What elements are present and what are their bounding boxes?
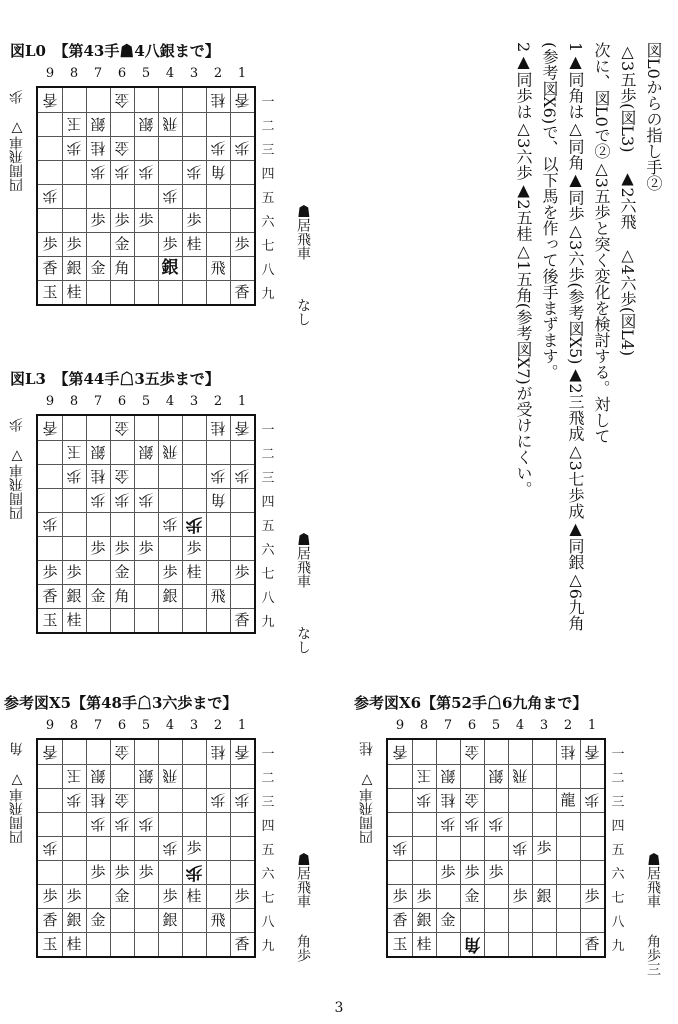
column-label: 5 <box>141 394 151 409</box>
gote-piece: 金 <box>114 91 130 110</box>
row-label: 九 <box>261 938 275 954</box>
sente-piece: 香 <box>234 282 250 301</box>
gote-piece: 歩 <box>138 163 154 182</box>
sente-piece: 銀 <box>66 910 82 929</box>
gote-piece: 金 <box>114 139 130 158</box>
column-label: 6 <box>117 718 127 733</box>
gote-piece: 歩 <box>66 791 82 810</box>
gote-piece: 香 <box>234 91 250 110</box>
shogi-board <box>36 86 256 306</box>
grid-line <box>38 184 254 185</box>
gote-piece: 銀 <box>138 443 154 462</box>
sente-piece: 歩 <box>186 838 202 857</box>
sente-piece: 銀 <box>536 886 552 905</box>
gote-piece: 飛 <box>162 115 178 134</box>
sente-piece: 桂 <box>186 562 202 581</box>
column-label: 6 <box>117 66 127 81</box>
grid-line <box>38 836 254 837</box>
gote-piece: 香 <box>584 743 600 762</box>
sente-piece: 飛 <box>210 586 226 605</box>
gote-player-label: 四間飛車▽ <box>359 772 375 844</box>
row-label: 六 <box>611 866 625 882</box>
row-label: 三 <box>261 142 275 158</box>
row-labels <box>610 740 626 956</box>
sente-piece: 歩 <box>66 562 82 581</box>
column-label: 7 <box>93 66 103 81</box>
sente-piece: 金 <box>440 910 456 929</box>
gote-piece: 銀 <box>90 443 106 462</box>
column-label: 1 <box>237 718 247 733</box>
sente-piece: 歩 <box>42 234 58 253</box>
row-label: 七 <box>261 890 275 906</box>
column-label: 4 <box>515 718 525 733</box>
gote-piece: 銀 <box>90 767 106 786</box>
gote-piece: 歩 <box>162 187 178 206</box>
gote-piece: 桂 <box>210 419 226 438</box>
gote-piece: 歩 <box>234 139 250 158</box>
gote-piece: 歩 <box>42 515 58 534</box>
gote-piece: 歩 <box>210 791 226 810</box>
row-label: 二 <box>611 770 625 786</box>
sente-piece: 歩 <box>90 862 106 881</box>
gote-piece: 歩 <box>440 815 456 834</box>
row-label: 九 <box>261 614 275 630</box>
sente-piece: 銀 <box>66 586 82 605</box>
row-label: 七 <box>261 238 275 254</box>
column-label: 1 <box>237 394 247 409</box>
sente-piece: 香 <box>584 934 600 953</box>
sente-piece: 銀 <box>66 258 82 277</box>
gote-piece: 歩 <box>90 491 106 510</box>
gote-piece: 歩 <box>234 791 250 810</box>
page-number: 3 <box>334 1000 344 1016</box>
sente-piece: 玉 <box>42 282 58 301</box>
column-label: 5 <box>141 66 151 81</box>
sente-piece: 歩 <box>234 234 250 253</box>
row-label: 一 <box>261 746 275 762</box>
sente-piece: 歩 <box>114 210 130 229</box>
gote-piece: 桂 <box>210 91 226 110</box>
gote-piece: 歩 <box>90 815 106 834</box>
gote-piece: 角 <box>463 934 481 955</box>
row-label: 七 <box>261 566 275 582</box>
gote-piece: 歩 <box>464 815 480 834</box>
row-label: 一 <box>611 746 625 762</box>
column-label: 7 <box>93 718 103 733</box>
column-label: 2 <box>563 718 573 733</box>
sente-piece: 香 <box>234 610 250 629</box>
commentary-heading: 図L0からの指し手② <box>644 42 663 191</box>
gote-piece: 歩 <box>66 139 82 158</box>
sente-piece: 金 <box>114 562 130 581</box>
sente-piece: 香 <box>234 934 250 953</box>
row-label: 七 <box>611 890 625 906</box>
sente-piece: 歩 <box>186 210 202 229</box>
grid-line <box>38 512 254 513</box>
sente-piece: 歩 <box>138 210 154 229</box>
row-label: 四 <box>261 494 275 510</box>
sente-piece: 金 <box>114 886 130 905</box>
row-label: 九 <box>611 938 625 954</box>
gote-piece: 歩 <box>210 467 226 486</box>
sente-player-label: ☗居飛車 <box>295 532 311 588</box>
sente-piece: 金 <box>464 886 480 905</box>
sente-piece: 桂 <box>186 886 202 905</box>
gote-hand-pieces: 角 <box>9 742 25 756</box>
gote-piece: 金 <box>114 419 130 438</box>
diagram-title: 図L3 【第44手☖3五歩まで】 <box>10 370 220 388</box>
row-label: 三 <box>611 794 625 810</box>
gote-piece: 歩 <box>90 163 106 182</box>
gote-piece: 歩 <box>162 839 178 858</box>
gote-piece: 桂 <box>560 743 576 762</box>
gote-piece: 金 <box>464 791 480 810</box>
sente-piece: 桂 <box>186 234 202 253</box>
gote-piece: 香 <box>42 91 58 110</box>
gote-piece: 金 <box>464 743 480 762</box>
gote-piece: 桂 <box>90 791 106 810</box>
gote-piece: 飛 <box>512 767 528 786</box>
diagram-title: 参考図X6【第52手☖6九角まで】 <box>354 694 588 712</box>
gote-piece: 歩 <box>584 791 600 810</box>
sente-piece: 歩 <box>234 886 250 905</box>
row-label: 三 <box>261 470 275 486</box>
gote-piece: 香 <box>42 743 58 762</box>
shogi-board <box>36 414 256 634</box>
sente-player-label: ☗居飛車 <box>295 204 311 260</box>
column-label: 8 <box>69 66 79 81</box>
commentary-para-3: (参考図X6)で、以下馬を作って後手まずます。 <box>540 42 559 381</box>
gote-piece: 桂 <box>90 467 106 486</box>
gote-hand-pieces: 桂 <box>359 742 375 756</box>
row-label: 四 <box>261 818 275 834</box>
row-label: 八 <box>261 262 275 278</box>
row-label: 二 <box>261 118 275 134</box>
column-label: 9 <box>45 394 55 409</box>
column-labels <box>38 718 254 734</box>
column-label: 2 <box>213 718 223 733</box>
gote-piece: 銀 <box>90 115 106 134</box>
commentary <box>510 42 666 631</box>
grid-line <box>388 836 604 837</box>
sente-piece: 歩 <box>162 562 178 581</box>
gote-piece: 香 <box>234 419 250 438</box>
column-label: 7 <box>443 718 453 733</box>
grid-line <box>460 740 461 956</box>
sente-piece: 歩 <box>186 538 202 557</box>
sente-piece: 歩 <box>464 862 480 881</box>
row-label: 三 <box>261 794 275 810</box>
sente-piece: 歩 <box>66 886 82 905</box>
diagram-title: 参考図X5【第48手☖3六歩まで】 <box>4 694 238 712</box>
gote-piece: 銀 <box>488 767 504 786</box>
sente-piece: 歩 <box>42 562 58 581</box>
gote-hand-pieces: 歩 <box>9 90 25 104</box>
gote-piece: 金 <box>114 467 130 486</box>
column-label: 3 <box>189 66 199 81</box>
gote-player-label: 四間飛車▽ <box>9 120 25 192</box>
row-label: 二 <box>261 770 275 786</box>
row-label: 六 <box>261 214 275 230</box>
sente-hand-pieces: 角歩 <box>295 934 311 962</box>
sente-piece: 銀 <box>162 910 178 929</box>
row-label: 八 <box>261 914 275 930</box>
grid-line <box>556 740 557 956</box>
gote-piece: 歩 <box>234 467 250 486</box>
sente-piece: 歩 <box>114 862 130 881</box>
sente-piece: 歩 <box>392 886 408 905</box>
row-label: 一 <box>261 422 275 438</box>
grid-line <box>182 88 183 304</box>
shogi-board <box>36 738 256 958</box>
gote-piece: 歩 <box>114 815 130 834</box>
sente-piece: 玉 <box>42 934 58 953</box>
row-label: 九 <box>261 286 275 302</box>
gote-piece: 銀 <box>440 767 456 786</box>
gote-piece: 歩 <box>186 163 202 182</box>
gote-piece: 歩 <box>392 839 408 858</box>
shogi-board <box>386 738 606 958</box>
sente-hand-pieces: なし <box>295 298 311 326</box>
gote-player-label: 四間飛車▽ <box>9 772 25 844</box>
sente-piece: 金 <box>90 586 106 605</box>
sente-piece: 銀 <box>416 910 432 929</box>
sente-piece: 角 <box>114 258 130 277</box>
column-label: 8 <box>419 718 429 733</box>
grid-line <box>230 88 231 304</box>
gote-piece: 歩 <box>162 515 178 534</box>
grid-line <box>580 740 581 956</box>
gote-piece: 金 <box>114 791 130 810</box>
sente-piece: 歩 <box>138 862 154 881</box>
gote-piece: 玉 <box>66 767 82 786</box>
gote-piece: 歩 <box>210 139 226 158</box>
commentary-para-2: 1▲同角は△同角▲同歩△3六歩(参考図X5)▲2三飛成△3七歩成▲同銀△6九角 <box>566 42 585 631</box>
sente-piece: 歩 <box>416 886 432 905</box>
sente-piece: 玉 <box>392 934 408 953</box>
column-labels <box>38 394 254 410</box>
gote-piece: 歩 <box>42 187 58 206</box>
sente-piece: 歩 <box>488 862 504 881</box>
sente-piece: 歩 <box>162 234 178 253</box>
sente-piece: 金 <box>90 258 106 277</box>
row-labels <box>260 416 276 632</box>
gote-piece: 飛 <box>162 443 178 462</box>
row-label: 五 <box>261 518 275 534</box>
gote-piece: 玉 <box>66 115 82 134</box>
row-label: 八 <box>261 590 275 606</box>
column-labels <box>38 66 254 82</box>
gote-piece: 香 <box>234 743 250 762</box>
diagram-X6 <box>350 688 670 988</box>
gote-piece: 歩 <box>488 815 504 834</box>
sente-piece: 歩 <box>440 862 456 881</box>
gote-piece: 玉 <box>66 443 82 462</box>
sente-piece: 銀 <box>162 586 178 605</box>
diagram-X5 <box>0 688 320 988</box>
row-label: 六 <box>261 542 275 558</box>
diagram-L3 <box>0 364 320 674</box>
column-label: 5 <box>141 718 151 733</box>
sente-piece: 歩 <box>512 886 528 905</box>
row-label: 四 <box>261 166 275 182</box>
column-label: 9 <box>395 718 405 733</box>
row-label: 八 <box>611 914 625 930</box>
column-label: 5 <box>491 718 501 733</box>
column-label: 1 <box>587 718 597 733</box>
sente-piece: 飛 <box>210 910 226 929</box>
gote-piece: 歩 <box>416 791 432 810</box>
gote-piece: 玉 <box>416 767 432 786</box>
gote-piece: 銀 <box>138 115 154 134</box>
commentary-para-4: 2▲同歩は△3六歩▲2五桂△1五角(参考図X7)が受けにくい。 <box>514 42 533 497</box>
sente-piece: 歩 <box>66 234 82 253</box>
gote-piece: 歩 <box>185 862 203 883</box>
column-label: 7 <box>93 394 103 409</box>
sente-piece: 桂 <box>66 610 82 629</box>
commentary-moves: △3五歩(図L3) ▲2六飛 △4六歩(図L4) <box>618 42 637 357</box>
row-label: 五 <box>611 842 625 858</box>
row-label: 六 <box>261 866 275 882</box>
gote-piece: 桂 <box>90 139 106 158</box>
gote-hand-pieces: 歩 <box>9 418 25 432</box>
sente-hand-pieces: なし <box>295 626 311 654</box>
diagram-title: 図L0 【第43手☗4八銀まで】 <box>10 42 220 60</box>
sente-piece: 歩 <box>138 538 154 557</box>
sente-piece: 飛 <box>210 258 226 277</box>
sente-piece: 金 <box>114 234 130 253</box>
sente-piece: 歩 <box>162 886 178 905</box>
sente-piece: 歩 <box>234 562 250 581</box>
column-label: 6 <box>117 394 127 409</box>
sente-piece: 歩 <box>42 886 58 905</box>
gote-player-label: 四間飛車▽ <box>9 448 25 520</box>
gote-piece: 歩 <box>66 467 82 486</box>
column-label: 8 <box>69 718 79 733</box>
sente-piece: 桂 <box>416 934 432 953</box>
column-label: 3 <box>189 718 199 733</box>
commentary-para-1: 次に、図L0で②△3五歩と突く変化を検討する。対して <box>592 42 611 444</box>
sente-player-label: ☗居飛車 <box>295 852 311 908</box>
gote-piece: 金 <box>114 743 130 762</box>
diagram-L0 <box>0 36 320 346</box>
column-label: 1 <box>237 66 247 81</box>
gote-piece: 歩 <box>138 815 154 834</box>
gote-piece: 桂 <box>210 743 226 762</box>
column-label: 4 <box>165 66 175 81</box>
column-label: 2 <box>213 66 223 81</box>
sente-piece: 角 <box>114 586 130 605</box>
gote-piece: 角 <box>210 163 226 182</box>
gote-piece: 桂 <box>440 791 456 810</box>
row-label: 二 <box>261 446 275 462</box>
sente-piece: 桂 <box>66 934 82 953</box>
sente-piece: 歩 <box>90 538 106 557</box>
sente-piece: 歩 <box>584 886 600 905</box>
sente-piece: 金 <box>90 910 106 929</box>
grid-line <box>230 416 231 632</box>
grid-line <box>110 740 111 956</box>
sente-piece: 歩 <box>90 210 106 229</box>
column-label: 6 <box>467 718 477 733</box>
column-label: 3 <box>189 394 199 409</box>
column-label: 9 <box>45 66 55 81</box>
column-label: 8 <box>69 394 79 409</box>
sente-piece: 歩 <box>114 538 130 557</box>
grid-line <box>230 740 231 956</box>
gote-piece: 歩 <box>138 491 154 510</box>
row-label: 五 <box>261 190 275 206</box>
gote-piece: 歩 <box>114 163 130 182</box>
sente-piece: 玉 <box>42 610 58 629</box>
gote-piece: 歩 <box>42 839 58 858</box>
row-label: 四 <box>611 818 625 834</box>
column-label: 4 <box>165 718 175 733</box>
sente-piece: 香 <box>42 910 58 929</box>
row-label: 一 <box>261 94 275 110</box>
row-label: 五 <box>261 842 275 858</box>
row-labels <box>260 740 276 956</box>
gote-piece: 銀 <box>138 767 154 786</box>
gote-piece: 角 <box>210 491 226 510</box>
column-label: 4 <box>165 394 175 409</box>
gote-piece: 歩 <box>114 491 130 510</box>
gote-piece: 飛 <box>162 767 178 786</box>
gote-piece: 香 <box>42 419 58 438</box>
column-label: 2 <box>213 394 223 409</box>
sente-piece: 龍 <box>560 790 576 809</box>
column-label: 3 <box>539 718 549 733</box>
gote-piece: 歩 <box>512 839 528 858</box>
sente-hand-pieces: 角歩三 <box>645 934 661 976</box>
gote-piece: 香 <box>392 743 408 762</box>
sente-player-label: ☗居飛車 <box>645 852 661 908</box>
column-labels <box>388 718 604 734</box>
sente-piece: 香 <box>42 586 58 605</box>
sente-piece: 香 <box>42 258 58 277</box>
row-labels <box>260 88 276 304</box>
sente-piece: 香 <box>392 910 408 929</box>
column-label: 9 <box>45 718 55 733</box>
sente-piece: 歩 <box>536 838 552 857</box>
sente-piece: 桂 <box>66 282 82 301</box>
gote-piece: 歩 <box>185 514 203 535</box>
sente-piece: 銀 <box>161 257 179 278</box>
